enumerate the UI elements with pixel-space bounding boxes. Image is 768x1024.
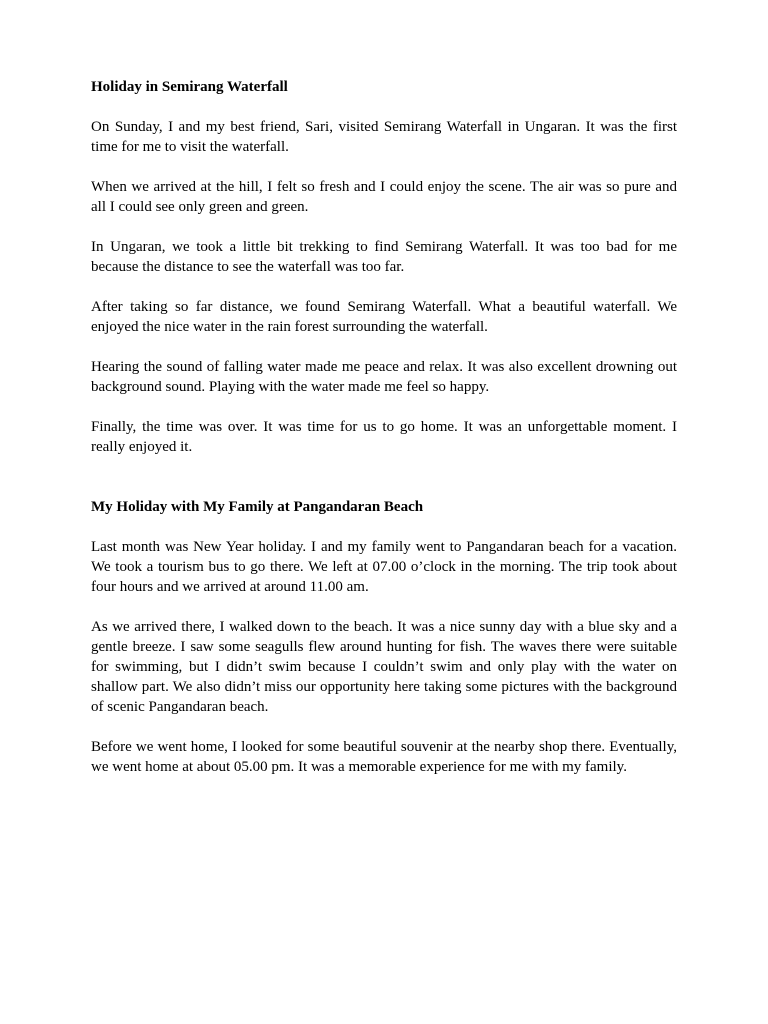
story-paragraph: Finally, the time was over. It was time for us to go home. It was an unforgettable moment. I really enjoyed it. [91, 419, 677, 455]
story-semirang-waterfall [91, 77, 677, 457]
story-paragraph: After taking so far distance, we found Semirang Waterfall. What a beautiful waterfall. We enjoyed the nice water in the rain forest surrounding the waterfall. [91, 299, 677, 335]
story-paragraph: On Sunday, I and my best friend, Sari, visited Semirang Waterfall in Ungaran. It was the first time for me to visit the waterfall. [91, 119, 677, 155]
story-paragraph: Before we went home, I looked for some beautiful souvenir at the nearby shop there. Eventually, we went home at about 05.00 pm. It was a memorable experience for me with my family. [91, 739, 677, 775]
story-paragraph: Last month was New Year holiday. I and my family went to Pangandaran beach for a vacation. We took a tourism bus to go there. We left at 07.00 o’clock in the morning. The trip took about four hours and we arrived at around 11.00 am. [91, 539, 677, 595]
story-paragraph: Hearing the sound of falling water made me peace and relax. It was also excellent drowning out background sound. Playing with the water made me feel so happy. [91, 359, 677, 395]
story-pangandaran-beach [91, 497, 677, 777]
story-title: Holiday in Semirang Waterfall [91, 79, 288, 95]
story-paragraph: When we arrived at the hill, I felt so fresh and I could enjoy the scene. The air was so pure and all I could see only green and green. [91, 179, 677, 215]
story-paragraph: In Ungaran, we took a little bit trekking to find Semirang Waterfall. It was too bad for me because the distance to see the waterfall was too far. [91, 239, 677, 275]
story-paragraph: As we arrived there, I walked down to the beach. It was a nice sunny day with a blue sky and a gentle breeze. I saw some seagulls flew around hunting for fish. The waves there were suitable for swimming, but I didn’t swim because I couldn’t swim and only play with the water on shallow part. We also didn’t miss our opportunity here taking some pictures with the background of scenic Pangandaran beach. [91, 619, 677, 715]
document-page [91, 77, 677, 797]
story-title: My Holiday with My Family at Pangandaran Beach [91, 499, 424, 515]
